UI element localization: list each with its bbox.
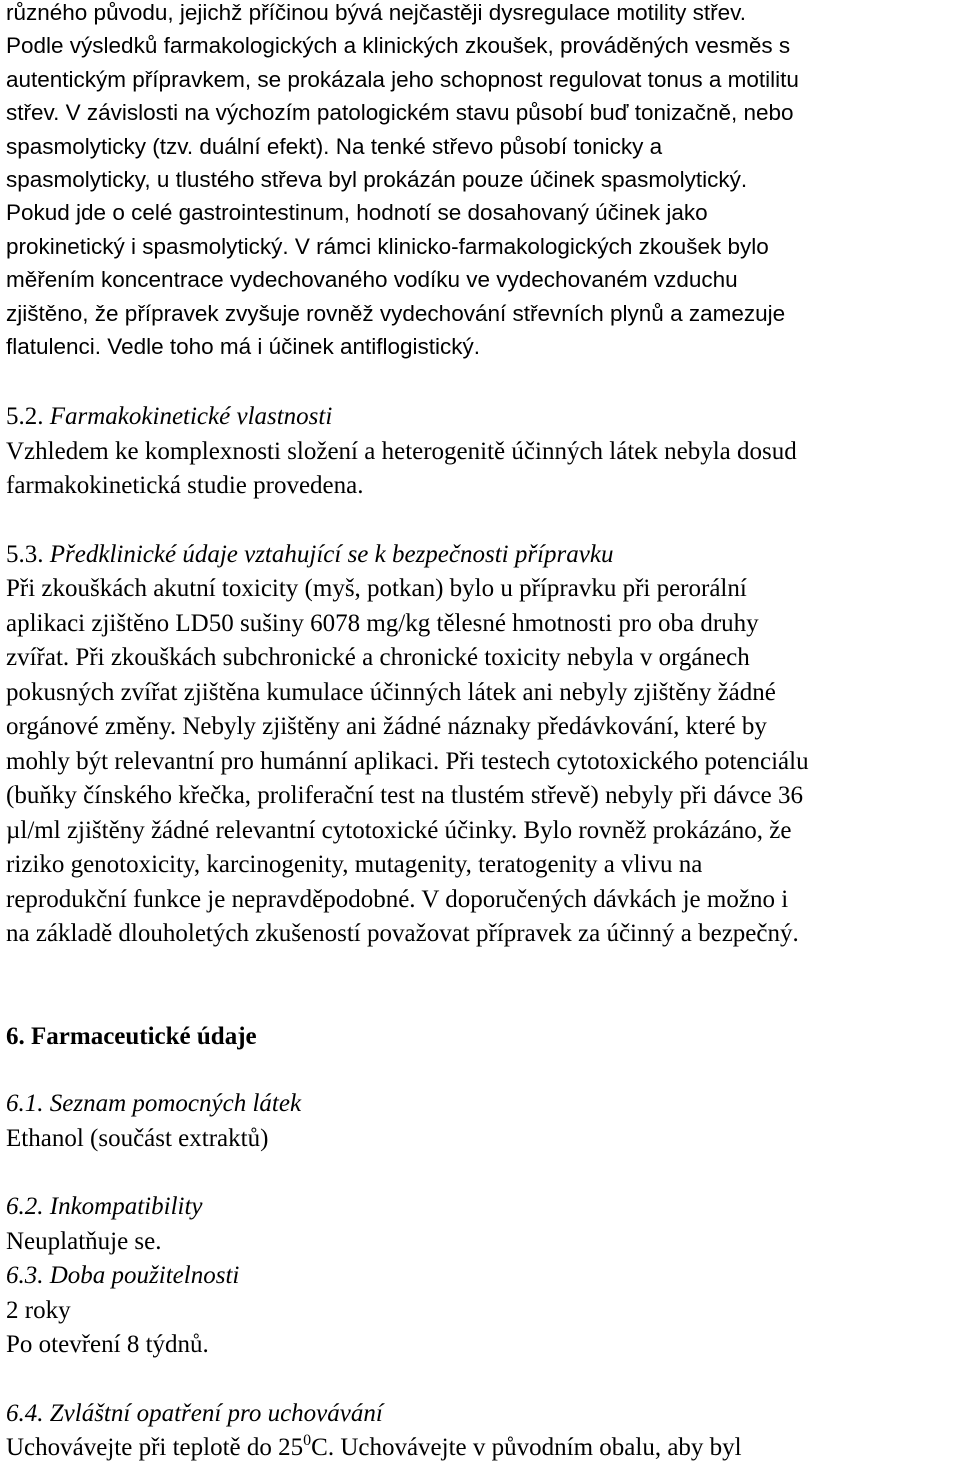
text-line: měřením koncentrace vydechovaného vodíku ve vydechovaném vzduchu [6,267,738,293]
temperature-superscript: 0 [303,1432,312,1450]
text-line: Ethanol (součást extraktů) [6,1124,269,1152]
text-line: orgánové změny. Nebyly zjištěny ani žádné náznaky předávkování, které by [6,713,767,741]
section-6-2-heading: 6.2. Inkompatibility [6,1193,203,1221]
text-line: střev. V závislosti na výchozím patologickém stavu působí buď tonizačně, nebo [6,100,794,126]
text-line: Při zkouškách akutní toxicity (myš, potkan) bylo u přípravku při perorální [6,575,747,603]
text-line: zjištěno, že přípravek zvyšuje rovněž vydechování střevních plynů a zamezuje [6,300,786,326]
text-line: aplikaci zjištěno LD50 sušiny 6078 mg/kg tělesné hmotnosti pro oba druhy [6,609,759,637]
text-line: autentickým přípravkem, se prokázala jeho schopnost regulovat tonus a motilitu [6,66,799,92]
section-5-2-heading: 5.2. Farmakokinetické vlastnosti [6,403,333,431]
text-line: prokinetický i spasmolytický. V rámci klinicko-farmakologických zkoušek bylo [6,233,769,259]
section-5-3-heading: 5.3. Předklinické údaje vztahující se k bezpečnosti přípravku [6,540,614,568]
section-6-2 [6,1190,958,1259]
section-6-3 [6,1259,958,1363]
section-5-3 [6,538,958,952]
text-line: zvířat. Při zkouškách subchronické a chronické toxicity nebyla v orgánech [6,644,750,672]
section-6-heading: 6. Farmaceutické údaje [6,1022,257,1050]
section-6-1 [6,1087,958,1156]
text-line: µl/ml zjištěny žádné relevantní cytotoxické účinky. Bylo rovněž prokázáno, že [6,816,792,844]
text-line: pokusných zvířat zjištěna kumulace účinných látek ani nebyly zjištěny žádné [6,678,776,706]
text-line: flatulenci. Vedle toho má i účinek antiflogistický. [6,334,481,360]
section-5-2 [6,400,958,504]
section-6 [6,1020,958,1055]
text-line: 2 roky [6,1296,71,1324]
text-line: Pokud jde o celé gastrointestinum, hodnotí se dosahovaný účinek jako [6,200,708,226]
text-line: Vzhledem ke komplexnosti složení a heterogenitě účinných látek nebyla dosud [6,437,797,465]
text-line: Po otevření 8 týdnů. [6,1331,209,1359]
text-line: Neuplatňuje se. [6,1227,162,1255]
text-line: riziko genotoxicity, karcinogenity, mutagenity, teratogenity a vlivu na [6,851,703,879]
text-line: spasmolyticky (tzv. duální efekt). Na tenké střevo působí tonicky a [6,133,663,159]
text-line: farmakokinetická studie provedena. [6,472,364,500]
text-line: mohly být relevantní pro humánní aplikaci. Při testech cytotoxického potenciálu [6,747,809,775]
section-5-1-paragraph [6,0,958,363]
section-6-3-heading: 6.3. Doba použitelnosti [6,1262,240,1290]
text-line: reprodukční funkce je nepravděpodobné. V doporučených dávkách je možno i [6,885,789,913]
text-line: spasmolyticky, u tlustého střeva byl prokázán pouze účinek spasmolytický. [6,167,748,193]
section-6-1-heading: 6.1. Seznam pomocných látek [6,1090,302,1118]
section-6-4-heading: 6.4. Zvláštní opatření pro uchovávání [6,1399,383,1427]
text-line: na základě dlouholetých zkušeností považovat přípravek za účinný a bezpečný. [6,920,799,948]
text-line: Uchovávejte při teplotě do $25^0C$. Uchovávejte v původním obalu, aby byl [6,1432,742,1462]
text-line: Podle výsledků farmakologických a klinických zkoušek, prováděných vesměs s [6,33,791,59]
text-line: různého původu, jejichž příčinou bývá nejčastěji dysregulace motility střev. [6,0,746,25]
text-line: (buňky čínského křečka, proliferační test na tlustém střevě) nebyly při dávce 36 [6,782,803,810]
document-page [6,0,958,1469]
section-6-4 [6,1397,958,1469]
